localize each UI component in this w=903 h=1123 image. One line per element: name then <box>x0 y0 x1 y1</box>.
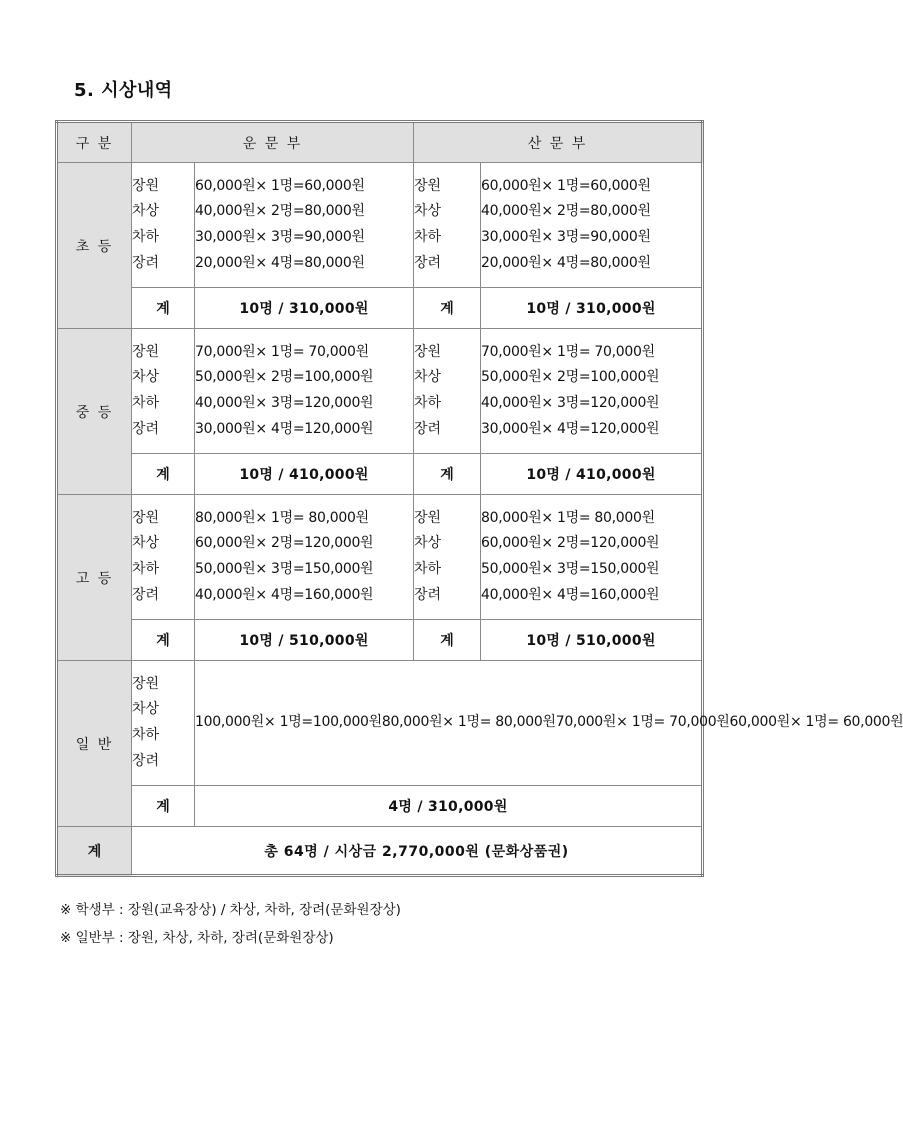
middle-prose-subtotal: 10명 / 410,000원 <box>481 454 703 495</box>
middle-subtotal-row <box>57 454 703 495</box>
verse-header: 운 문 부 <box>132 122 414 163</box>
elementary-prose-prizes: 60,000원× 1명=60,000원 40,000원× 2명=80,000원 30,000원× 3명=90,000원 20,000원× 4명=80,000원 <box>481 163 703 288</box>
elementary-prose-subtotal: 10명 / 310,000원 <box>481 288 703 329</box>
high-label: 고 등 <box>57 495 132 661</box>
grand-total-row <box>57 827 703 876</box>
subtotal-label: 계 <box>414 288 481 329</box>
high-verse-subtotal: 10명 / 510,000원 <box>195 620 414 661</box>
general-subtotal-row <box>57 786 703 827</box>
general-prizes: 100,000원× 1명=100,000원80,000원× 1명= 80,000원70,000원× 1명= 70,000원60,000원× 1명= 60,000원 <box>195 661 703 786</box>
grand-total-label: 계 <box>57 827 132 876</box>
section-title: 5. 시상내역 <box>74 80 173 101</box>
grand-total: 총 64명 / 시상금 2,770,000원 (문화상품권) <box>132 827 703 876</box>
middle-prose-prizes: 70,000원× 1명= 70,000원 50,000원× 2명=100,000원 40,000원× 3명=120,000원 30,000원× 4명=120,000원 <box>481 329 703 454</box>
subtotal-label: 계 <box>132 786 195 827</box>
general-label: 일 반 <box>57 661 132 827</box>
note-student: ※ 학생부 : 장원(교육장상) / 차상, 차하, 장려(문화원장상) <box>60 902 401 918</box>
header-row <box>57 122 703 163</box>
subtotal-label: 계 <box>132 620 195 661</box>
rank-list: 장원 차상 차하 장려 <box>132 661 195 786</box>
high-prose-prizes: 80,000원× 1명= 80,000원 60,000원× 2명=120,000원 50,000원× 3명=150,000원 40,000원× 4명=160,000원 <box>481 495 703 620</box>
high-prose-subtotal: 10명 / 510,000원 <box>481 620 703 661</box>
rank-list: 장원 차상 차하 장려 <box>132 495 195 620</box>
high-verse-prizes: 80,000원× 1명= 80,000원 60,000원× 2명=120,000원 50,000원× 3명=150,000원 40,000원× 4명=160,000원 <box>195 495 414 620</box>
subtotal-label: 계 <box>132 454 195 495</box>
rank-list: 장원 차상 차하 장려 <box>414 163 481 288</box>
elementary-verse-subtotal: 10명 / 310,000원 <box>195 288 414 329</box>
rank-list: 장원 차상 차하 장려 <box>414 495 481 620</box>
category-header: 구 분 <box>57 122 132 163</box>
general-prizes-row <box>57 661 703 786</box>
note-general: ※ 일반부 : 장원, 차상, 차하, 장려(문화원장상) <box>60 930 334 946</box>
middle-prizes-row <box>57 329 703 454</box>
rank-list: 장원 차상 차하 장려 <box>414 329 481 454</box>
elementary-subtotal-row <box>57 288 703 329</box>
elementary-label: 초 등 <box>57 163 132 329</box>
elementary-prizes-row <box>57 163 703 288</box>
middle-verse-subtotal: 10명 / 410,000원 <box>195 454 414 495</box>
rank-list: 장원 차상 차하 장려 <box>132 163 195 288</box>
awards-table <box>55 120 903 877</box>
middle-label: 중 등 <box>57 329 132 495</box>
elementary-verse-prizes: 60,000원× 1명=60,000원 40,000원× 2명=80,000원 30,000원× 3명=90,000원 20,000원× 4명=80,000원 <box>195 163 414 288</box>
subtotal-label: 계 <box>132 288 195 329</box>
middle-verse-prizes: 70,000원× 1명= 70,000원 50,000원× 2명=100,000원 40,000원× 3명=120,000원 30,000원× 4명=120,000원 <box>195 329 414 454</box>
subtotal-label: 계 <box>414 454 481 495</box>
general-subtotal: 4명 / 310,000원 <box>195 786 703 827</box>
rank-list: 장원 차상 차하 장려 <box>132 329 195 454</box>
subtotal-label: 계 <box>414 620 481 661</box>
high-subtotal-row <box>57 620 703 661</box>
high-prizes-row <box>57 495 703 620</box>
prose-header: 산 문 부 <box>414 122 703 163</box>
